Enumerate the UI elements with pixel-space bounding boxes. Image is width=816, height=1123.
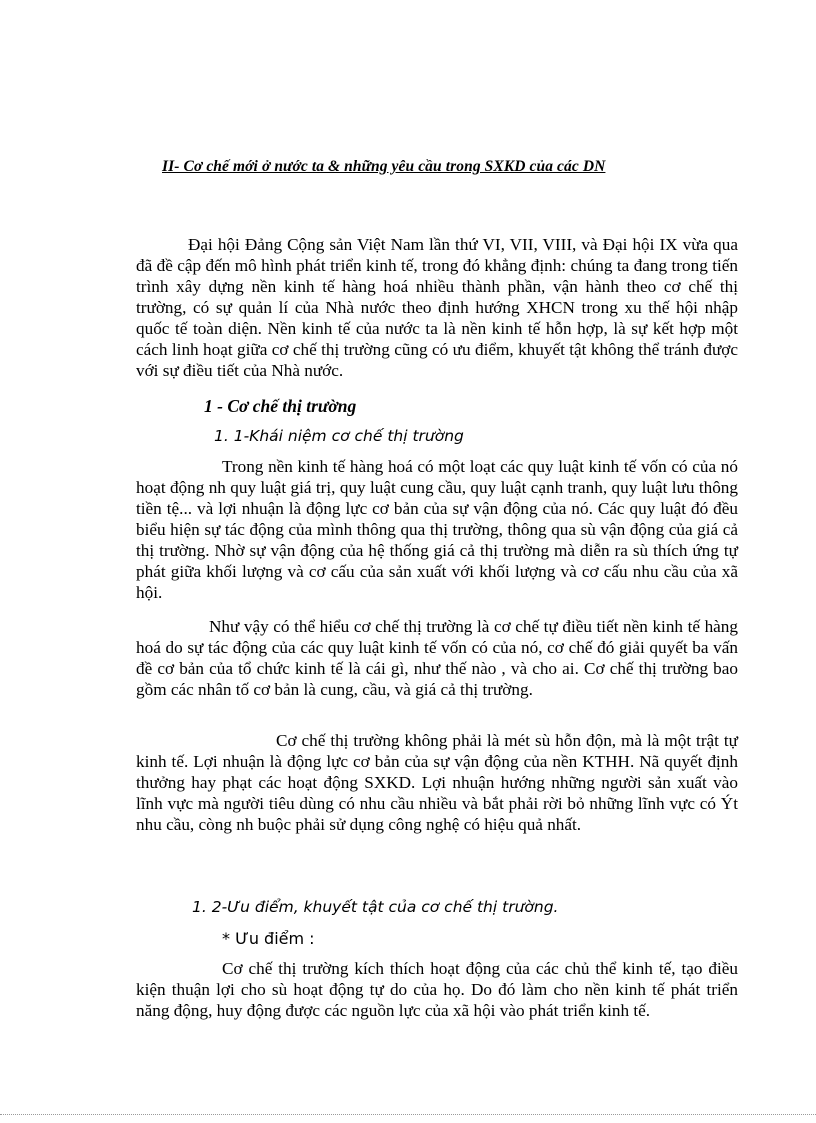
paragraph-1-1-c	[136, 730, 738, 835]
subsection-1-1-title: 1. 1-Khái niệm cơ chế thị trường	[214, 427, 464, 445]
paragraph-1-1-a-text: Trong nền kinh tế hàng hoá có một loạt các quy luật kinh tế vốn có của nó hoạt động nh quy luật giá trị, quy luật cung cầu, quy luật cạnh tranh, quy luật lưu thông tiền tệ... và lợi nhuận là động lực cơ bản của sự vận động của nó. Các quy luật đó đều biểu hiện sự tác động của mình thông qua thị trường, thông qua sù vận động của giá cả thị trường. Nhờ sự vận động của hệ thống giá cả thị trường mà diễn ra sù thích ứng tự phát giữa khối lượng và cơ cấu của sản xuất với khối lượng và cơ cấu nhu cầu của xã hội.	[136, 457, 738, 602]
intro-paragraph-text: Đại hội Đảng Cộng sản Việt Nam lần thứ VI, VII, VIII, và Đại hội IX vừa qua đã đề cập đến mô hình phát triển kinh tế, trong đó khẳng định: chúng ta đang trong tiến trình xây dựng nền kinh tế hàng hoá nhiều thành phần, vận hành theo cơ chế thị trường, có sự quản lí của Nhà nước theo định hướng XHCN trong xu thế hội nhập quốc tế toàn diện. Nền kinh tế của nước ta là nền kinh tế hỗn hợp, là sự kết hợp một cách linh hoạt giữa cơ chế thị trường cũng có ưu điểm, khuyết tật không thể tránh được với sự điều tiết của Nhà nước.	[136, 235, 738, 380]
paragraph-1-1-b	[136, 616, 738, 700]
paragraph-1-1-a	[136, 456, 738, 603]
subsection-1-2-title: 1. 2-Ưu điểm, khuyết tật của cơ chế thị trường.	[192, 898, 559, 916]
advantages-bullet: * Ưu điểm :	[222, 929, 315, 948]
paragraph-1-2-a	[136, 958, 738, 1021]
paragraph-1-1-b-text: Như vậy có thể hiểu cơ chế thị trường là cơ chế tự điều tiết nền kinh tế hàng hoá do sự tác động của các quy luật kinh tế vốn có của nó, cơ chế đó giải quyết ba vấn đề cơ bản của tổ chức kinh tế là cái gì, như thế nào , và cho ai. Cơ chế thị trường bao gồm các nhân tố cơ bản là cung, cầu, và giá cả thị trường.	[136, 617, 738, 699]
intro-paragraph	[136, 234, 738, 381]
section-heading: II- Cơ chế mới ở nước ta & những yêu cầu trong SXKD của các DN	[162, 158, 606, 175]
page-footer-divider	[0, 1114, 816, 1119]
paragraph-1-2-a-text: Cơ chế thị trường kích thích hoạt động của các chủ thể kinh tế, tạo điều kiện thuận lợi cho sù hoạt động tự do của họ. Do đó làm cho nền kinh tế phát triển năng động, huy động được các nguồn lực của xã hội vào phát triển kinh tế.	[136, 959, 738, 1020]
section-1-title: 1 - Cơ chế thị trường	[204, 396, 357, 416]
paragraph-1-1-c-text: Cơ chế thị trường không phải là mét sù hỗn độn, mà là một trật tự kinh tế. Lợi nhuận là động lực cơ bản của sự vận động của nền KTHH. Nã quyết định thưởng hay phạt các hoạt động SXKD. Lợi nhuận hướng những người sản xuất vào lĩnh vực mà người tiêu dùng có nhu cầu nhiều và bắt phải rời bỏ những lĩnh vực có Ýt nhu cầu, còng nh buộc phải sử dụng công nghệ có hiệu quả nhất.	[136, 731, 738, 834]
